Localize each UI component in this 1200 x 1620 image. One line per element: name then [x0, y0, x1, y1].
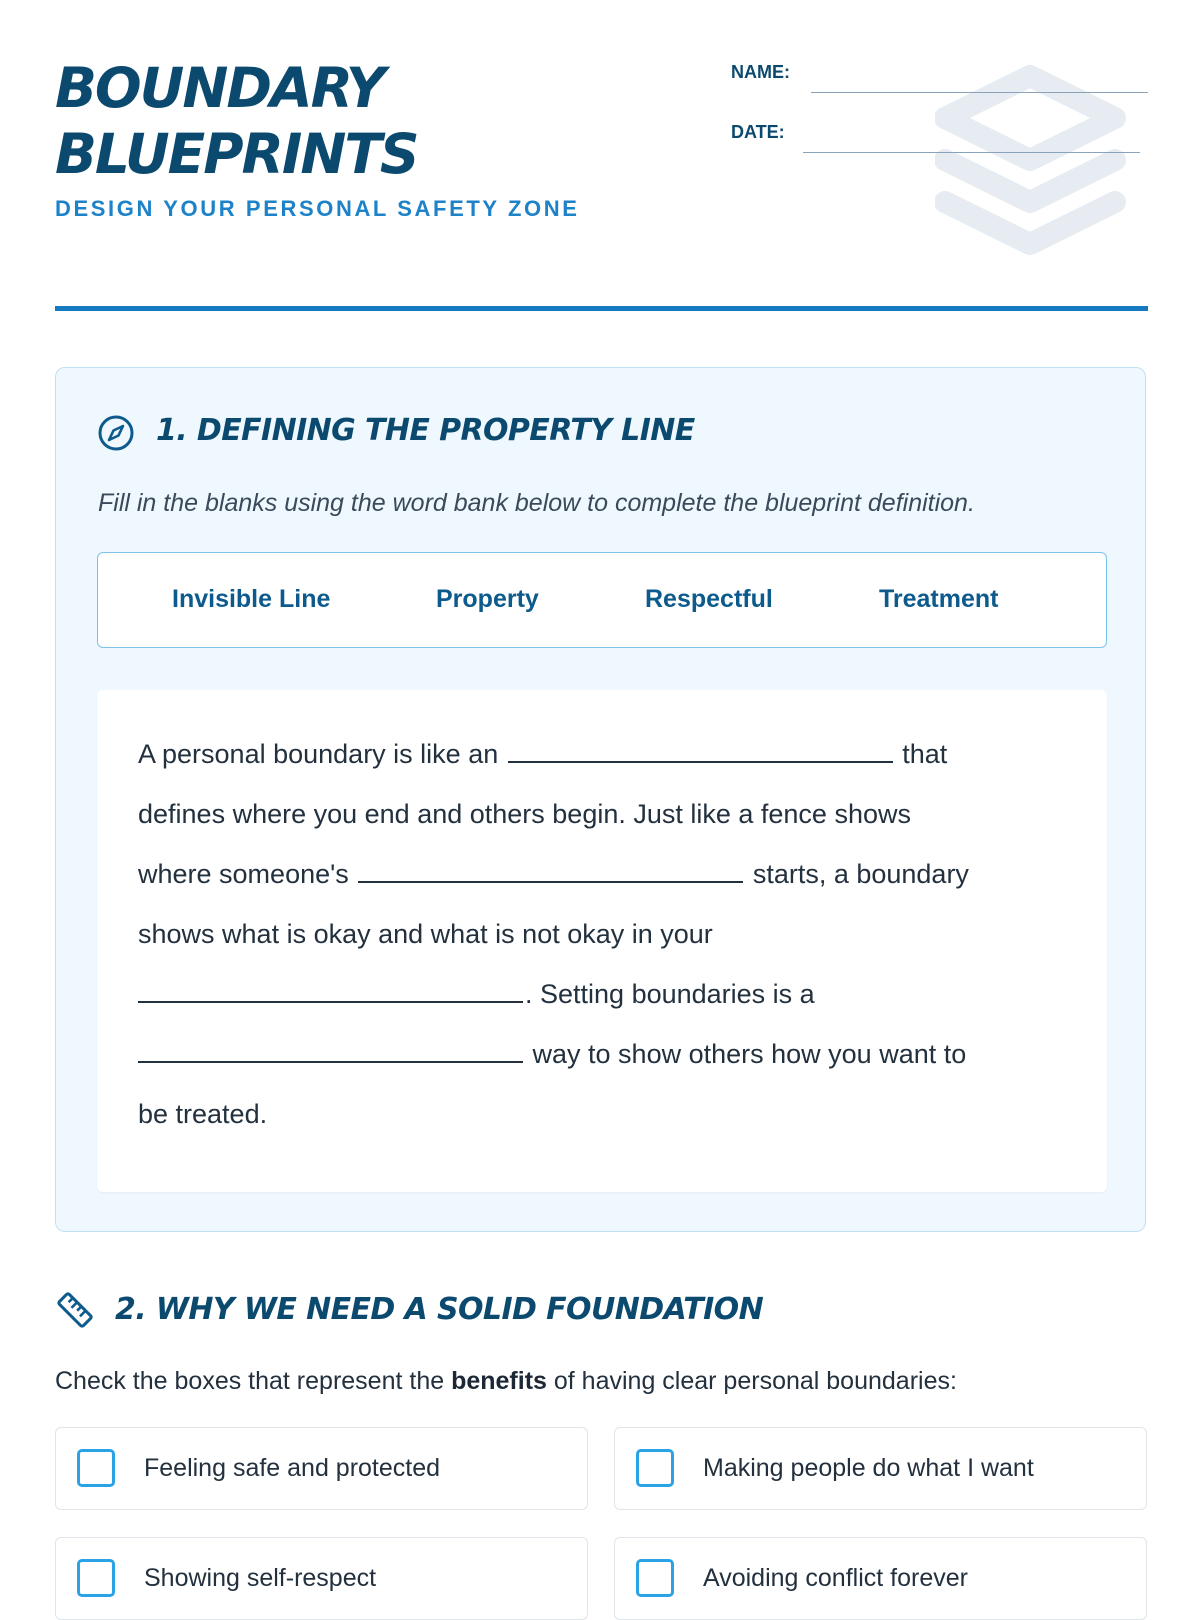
passage-line: defines where you end and others begin. Just like a fence shows: [138, 799, 911, 829]
blank-3[interactable]: [138, 1001, 523, 1003]
word-bank: [97, 552, 1107, 648]
checkbox[interactable]: [77, 1559, 115, 1597]
page-title-line-2: BLUEPRINTS: [55, 122, 418, 186]
date-field[interactable]: [803, 152, 1140, 153]
layers-icon: [935, 60, 1150, 260]
checkbox[interactable]: [636, 1559, 674, 1597]
checkbox[interactable]: [77, 1449, 115, 1487]
checkbox-option[interactable]: [55, 1427, 588, 1510]
passage-text: that: [902, 739, 948, 769]
section-1-title: 1. DEFINING THE PROPERTY LINE: [156, 413, 695, 448]
section-1-card: [55, 367, 1146, 1232]
checkbox-option[interactable]: [55, 1537, 588, 1620]
name-field[interactable]: [811, 92, 1148, 93]
checkbox-label: Avoiding conflict forever: [703, 1564, 968, 1592]
word-bank-item: Property: [436, 585, 539, 613]
passage-text: . Setting boundaries is a: [525, 979, 815, 1009]
passage-text: A personal boundary is like an: [138, 739, 499, 769]
word-bank-item: Invisible Line: [172, 585, 331, 613]
passage-line: [138, 859, 969, 890]
instructions-text: Check the boxes that represent the: [55, 1367, 445, 1395]
blank-2[interactable]: [358, 881, 743, 883]
name-label: NAME:: [731, 62, 790, 82]
page-subtitle: DESIGN YOUR PERSONAL SAFETY ZONE: [55, 196, 580, 221]
word-bank-item: Treatment: [879, 585, 999, 613]
checkbox-option[interactable]: [614, 1537, 1147, 1620]
section-2-instructions: [55, 1367, 957, 1396]
checkbox[interactable]: [636, 1449, 674, 1487]
ruler-icon: [55, 1290, 95, 1330]
word-bank-item: Respectful: [645, 585, 773, 613]
checkbox-label: Making people do what I want: [703, 1454, 1034, 1482]
passage-line: shows what is okay and what is not okay in your: [138, 919, 713, 949]
instructions-emphasis: benefits: [451, 1367, 547, 1395]
checkbox-label: Showing self-respect: [144, 1564, 377, 1592]
passage-line: be treated.: [138, 1099, 268, 1129]
passage-line: [138, 979, 815, 1010]
passage-text: way to show others how you want to: [532, 1039, 967, 1069]
section-2-title: 2. WHY WE NEED A SOLID FOUNDATION: [115, 1292, 764, 1327]
blank-4[interactable]: [138, 1061, 523, 1063]
fill-in-passage: [97, 690, 1107, 1192]
passage-line: [138, 739, 947, 770]
passage-text: where someone's: [138, 859, 349, 889]
checkbox-option[interactable]: [614, 1427, 1147, 1510]
blank-1[interactable]: [508, 761, 893, 763]
date-label: DATE:: [731, 122, 785, 142]
page-title-line-1: BOUNDARY: [55, 56, 384, 120]
passage-line: [138, 1039, 966, 1070]
worksheet-page: [55, 0, 1148, 1600]
section-1-instructions: Fill in the blanks using the word bank below to complete the blueprint definition.: [98, 489, 975, 517]
header-divider: [55, 306, 1148, 311]
checkbox-label: Feeling safe and protected: [144, 1454, 441, 1482]
compass-icon: [97, 414, 135, 452]
passage-text: starts, a boundary: [752, 859, 969, 889]
instructions-text: of having clear personal boundaries:: [553, 1367, 957, 1395]
